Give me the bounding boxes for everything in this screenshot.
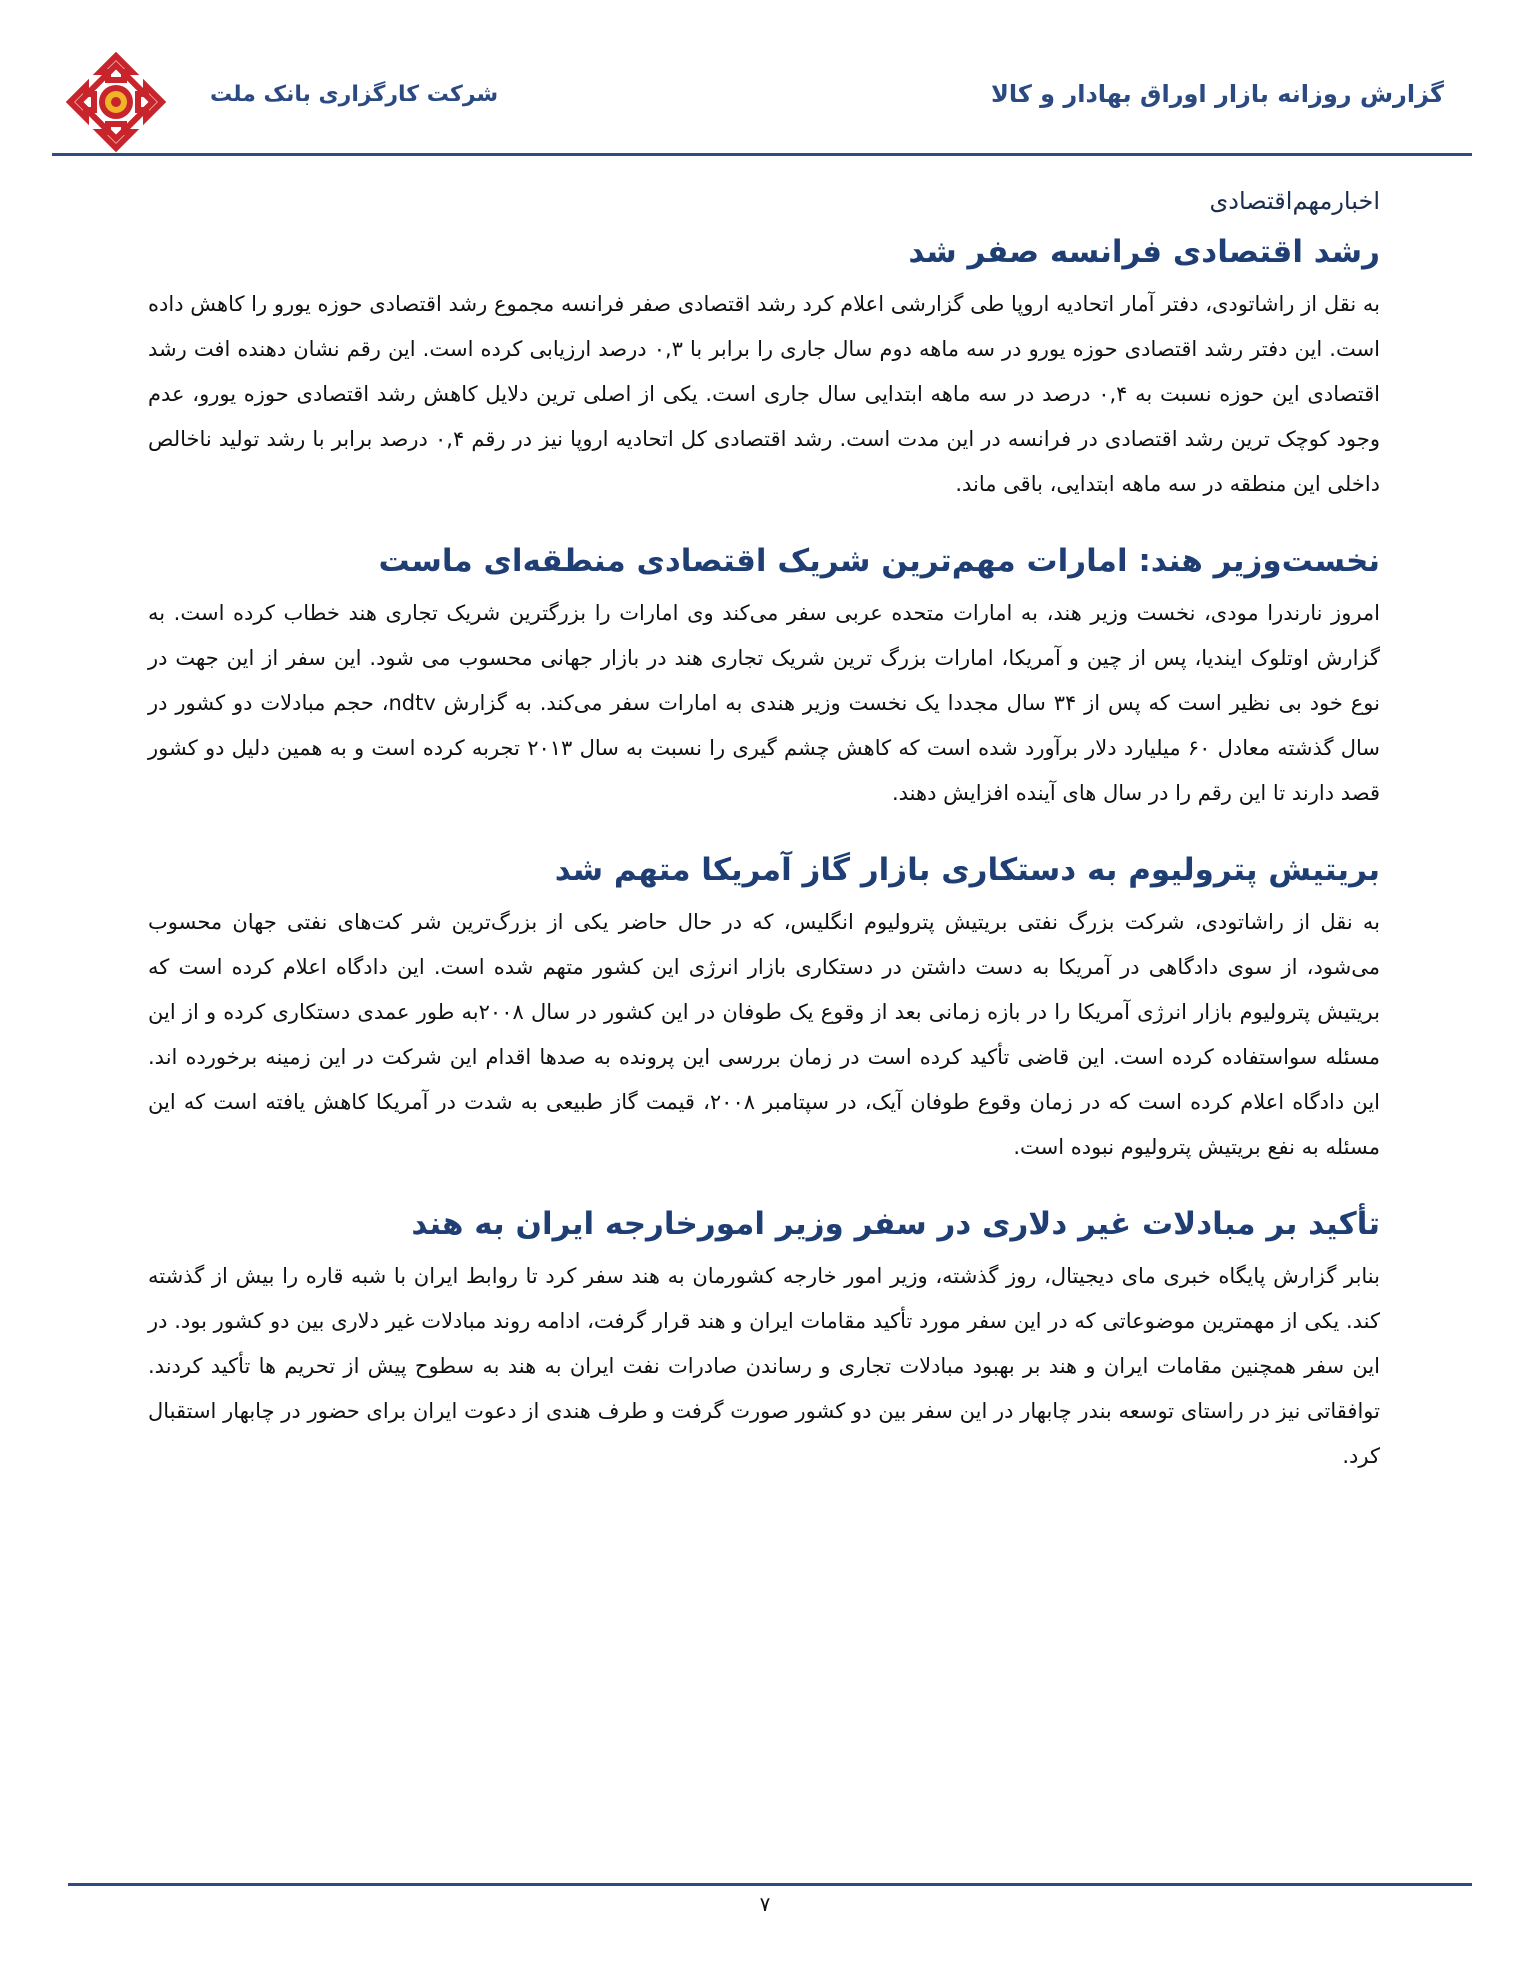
article-france-growth	[148, 230, 1380, 507]
page-content	[148, 184, 1380, 1511]
article-body: به نقل از راشاتودی، شرکت بزرگ نفتی بریتیش پترولیوم انگلیس، که در حال حاضر یکی از بزرگ‌ترین شر کت‌های نفتی جهان محسوب می‌شود، از سوی دادگاهی در آمریکا به دست داشتن در دستکاری بازار انرژی این کشور متهم شده است. این دادگاه اعلام کرده است که بریتیش پترولیوم بازار انرژی آمریکا را در بازه زمانی بعد از وقوع یک طوفان در این کشور در سال ۲۰۰۸به طور عمدی دستکاری کرده و از این مسئله سواستفاده کرده است. این قاضی تأکید کرده است در زمان بررسی این پرونده به صدها اقدام این شرکت در این زمینه برخورده اند. این دادگاه اعلام کرده است که در زمان وقوع طوفان آیک، در سپتامبر ۲۰۰۸، قیمت گاز طبیعی به شدت در آمریکا کاهش یافته است که این مسئله به نفع بریتیش پترولیوم نبوده است.	[148, 910, 1380, 1159]
page-number: ۷	[759, 1892, 771, 1916]
article-india-uae	[148, 539, 1380, 816]
article-title: رشد اقتصادی فرانسه صفر شد	[908, 234, 1380, 270]
article-body: امروز نارندرا مودی، نخست وزیر هند، به امارات متحده عربی سفر می‌کند وی امارات را بزرگترین شریک تجاری هند خطاب کرده است. به گزارش اوتلوک ایندیا، پس از چین و آمریکا، امارات بزرگ ترین شریک تجاری هند در بازار جهانی محسوب می شود. این سفر از این جهت در نوع خود بی نظیر است که پس از ۳۴ سال مجددا یک نخست وزیر هندی به امارات سفر می‌کند. به گزارش ndtv، حجم مبادلات دو کشور در سال گذشته معادل ۶۰ میلیارد دلار برآورد شده است که کاهش چشم گیری را نسبت به سال ۲۰۱۳ تجربه کرده است و به همین دلیل دو کشور قصد دارند تا این رقم را در سال های آینده افزایش دهند.	[148, 601, 1380, 805]
footer-divider	[68, 1883, 1472, 1886]
article-title: تأکید بر مبادلات غیر دلاری در سفر وزیر امورخارجه ایران به هند	[411, 1206, 1380, 1242]
section-heading: اخبارمهم‌اقتصادی	[1209, 187, 1380, 215]
logo-graphic	[62, 48, 170, 156]
article-title: نخست‌وزیر هند: امارات مهم‌ترین شریک اقتصادی منطقه‌ای ماست	[378, 543, 1380, 579]
article-body: بنابر گزارش پایگاه خبری مای دیجیتال، روز گذشته، وزیر امور خارجه کشورمان به هند سفر کرد تا روابط ایران با شبه قاره را بیش از گذشته کند. یکی از مهمترین موضوعاتی که در این سفر مورد تأکید مقامات ایران و هند قرار گرفت، ادامه روند مبادلات غیر دلاری بین دو کشور بود. در این سفر همچنین مقامات ایران و هند بر بهبود مبادلات تجاری و رساندن صادرات نفت ایران به هند به سطوح پیش از تحریم ها تأکید کردند. توافقاتی نیز در راستای توسعه بندر چابهار در این سفر بین دو کشور صورت گرفت و طرف هندی از دعوت ایران برای حضور در چابهار استقبال کرد.	[148, 1264, 1380, 1468]
bank-mellat-logo-icon	[62, 48, 170, 156]
article-title: بریتیش پترولیوم به دستکاری بازار گاز آمریکا متهم شد	[554, 852, 1380, 888]
report-title: گزارش روزانه بازار اوراق بهادار و کالا	[990, 80, 1444, 108]
article-iran-india	[148, 1202, 1380, 1479]
company-name: شرکت کارگزاری بانک ملت	[210, 82, 499, 107]
header-divider	[52, 153, 1472, 156]
article-body: به نقل از راشاتودی، دفتر آمار اتحادیه اروپا طی گزارشی اعلام کرد رشد اقتصادی صفر فرانسه مجموع رشد اقتصادی حوزه یورو را کاهش داده است. این دفتر رشد اقتصادی حوزه یورو در سه ماهه دوم سال جاری را برابر با ۰,۳ درصد ارزیابی کرده است. این رقم نشان دهنده افت رشد اقتصادی این حوزه نسبت به ۰,۴ درصد در سه ماهه ابتدایی سال جاری است. یکی از اصلی ترین دلایل کاهش رشد اقتصادی حوزه یورو، عدم وجود کوچک ترین رشد اقتصادی در فرانسه در این مدت است. رشد اقتصادی کل اتحادیه اروپا نیز در رقم ۰,۴ درصد برابر با رشد تولید ناخالص داخلی این منطقه در سه ماهه ابتدایی، باقی ماند.	[148, 292, 1381, 496]
article-bp-manipulation	[148, 848, 1380, 1170]
page-header	[0, 0, 1530, 160]
